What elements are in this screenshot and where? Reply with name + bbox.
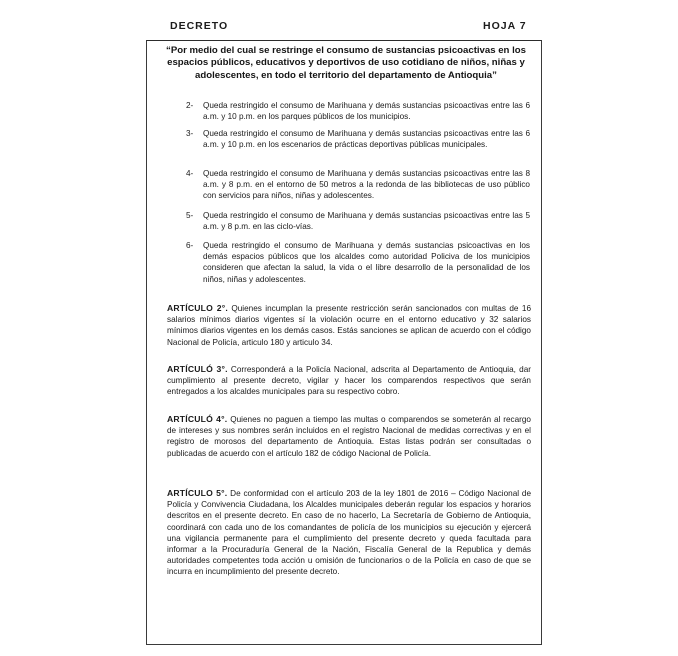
article-label: ARTÍCULO 5°. [167,488,228,498]
article-label: ARTÍCULÓ 3°. [167,364,228,374]
list-item [186,210,530,232]
decree-title: “Por medio del cual se restringe el consumo de sustancias psicoactivas en los espacios públicos, educativos y deportivos de uso cotidiano de niños, niñas y adolescentes, en todo el territorio del departamento de Antioquia” [166,45,526,81]
list-item-text: Queda restringido el consumo de Marihuana y demás sustancias psicoactivas entre las 6 a.m. y 10 p.m. en los escenarios de prácticas deportivas públicas municipales. [203,129,530,150]
document-type-header: DECRETO [170,20,229,32]
list-item-text: Queda restringido el consumo de Marihuana y demás sustancias psicoactivas entre las 5 a.m. y 8 p.m. en las ciclo-vías. [203,211,530,232]
page-number-header: HOJA 7 [483,20,527,32]
article-5 [167,488,531,578]
list-item-number: 2- [186,101,194,110]
list-item-number: 4- [186,169,194,178]
article-text: De conformidad con el artículo 203 de la ley 1801 de 2016 – Código Nacional de Policía y Convivencia Ciudadana, los Alcaldes municipales deberán regular los espacios y horarios descritos en el presente decreto. En caso de no hacerlo, La Secretaría de Gobierno de Antioquia, coordinará con cada uno de los comandantes de policía de los municipios su ejecución y ejercerá una vigilancia permanente para el cumplimiento del presente decreto y queda facultada para informar a la Procuraduría General de la Nación, Fiscalía General de la Republica y demás autoridades competentes toda acción u omisión de funcionarios o de la Policía en caso de que se incurra en incumplimiento del presente decreto. [167,489,531,577]
list-item [186,128,530,150]
list-item [186,240,530,285]
article-label: ARTÍCULÓ 4°. [167,414,228,424]
article-3 [167,364,531,398]
list-item [186,100,530,122]
list-item-number: 5- [186,211,194,220]
list-item-number: 6- [186,241,194,250]
list-item [186,168,530,202]
list-item-number: 3- [186,129,194,138]
list-item-text: Queda restringido el consumo de Marihuana y demás sustancias psicoactivas entre las 6 a.m. y 10 p.m. en los parques públicos de los municipios. [203,101,530,122]
article-text: Quienes incumplan la presente restricción serán sancionados con multas de 16 salarios mínimos diarios vigentes sí la violación ocurre en el entorno educativo y 32 salarios mínimos diarios vigentes en los demás casos. Estás sanciones se aplican de acuerdo con el código Nacional de Policía, articulo 180 y articulo 34. [167,304,531,347]
article-label: ARTÍCULO 2°. [167,303,228,313]
article-text: Quienes no paguen a tiempo las multas o comparendos se someterán al recargo de intereses y sus nombres serán incluidos en el registro Nacional de medidas correctivas y en el registro de morosos del departamento de Antioquia. Estas listas podrán ser consultadas o publicadas de acuerdo con el artículo 182 de código Nacional de Policía. [167,415,531,458]
list-item-text: Queda restringido el consumo de Marihuana y demás sustancias psicoactivas en los demás espacios públicos que los alcaldes como autoridad Policiva de los municipios consideren que afectan la salud, la vida o el libre desarrollo de la personalidad de los niños, niñas y adolescentes. [203,241,530,284]
article-text: Corresponderá a la Policía Nacional, adscrita al Departamento de Antioquia, dar cumplimiento al presente decreto, vigilar y hacer los comparendos respectivos que serán entregados a los alcaldes municipales para su respectivo cobro. [167,365,531,397]
article-2 [167,303,531,348]
list-item-text: Queda restringido el consumo de Marihuana y demás sustancias psicoactivas entre las 8 a.m. y 8 p.m. en el entorno de 50 metros a la redonda de las bibliotecas de uso público con servicios para niños, niñas y adolescentes. [203,169,530,201]
article-4 [167,414,531,459]
